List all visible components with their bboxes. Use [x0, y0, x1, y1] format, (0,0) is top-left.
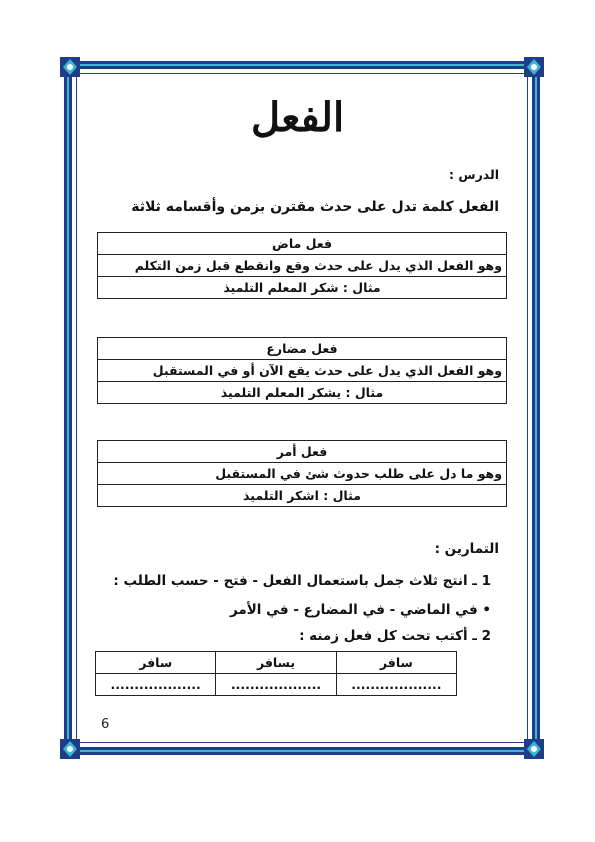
- section-heading: فعل ماض: [98, 233, 506, 255]
- page-title: الفعل: [250, 94, 345, 141]
- section-heading: فعل أمر: [98, 441, 506, 463]
- frame-top-border: [72, 61, 532, 69]
- exercise-question-2: 2 ـ أكتب تحت كل فعل زمنه :: [299, 628, 491, 644]
- table-header-cell: يسافر: [216, 652, 336, 674]
- section-imperative: [97, 440, 507, 507]
- corner-ornament-icon: [60, 739, 80, 759]
- lesson-label: الدرس :: [449, 167, 499, 182]
- exercise-question-1: 1 ـ انتج ثلاث جمل باستعمال الفعل - فتح - حسب الطلب :: [113, 573, 491, 589]
- table-row: [96, 674, 457, 696]
- section-example: مثال : شكر المعلم التلميذ: [223, 280, 381, 295]
- frame-right-border: [532, 69, 540, 747]
- page-number: 6: [101, 717, 110, 732]
- exercises-label: التمارين :: [434, 541, 499, 557]
- verb-definition: الفعل كلمة تدل على حدث مقترن بزمن وأقسامه ثلاثة: [131, 199, 499, 215]
- section-example: مثال : اشكر التلميذ: [243, 488, 361, 503]
- table-row: [96, 652, 457, 674]
- section-heading: فعل مضارع: [98, 338, 506, 360]
- table-header-cell: سافر: [96, 652, 216, 674]
- corner-ornament-icon: [524, 57, 544, 77]
- section-definition: وهو الفعل الذي يدل على حدث يقع الآن أو في المستقبل: [98, 360, 506, 382]
- frame-left-border: [64, 69, 72, 747]
- corner-ornament-icon: [60, 57, 80, 77]
- section-definition: وهو الفعل الذي يدل على حدث وقع وانقطع قبل زمن التكلم: [98, 255, 506, 277]
- section-past-tense: [97, 232, 507, 299]
- exercise-table: [95, 651, 457, 696]
- section-present-tense: [97, 337, 507, 404]
- exercise-question-1-bullet: • في الماضي - في المضارع - في الأمر: [230, 602, 491, 618]
- table-blank-cell: ...................: [96, 674, 216, 696]
- table-header-cell: سافر: [336, 652, 456, 674]
- table-blank-cell: ...................: [216, 674, 336, 696]
- table-blank-cell: ...................: [336, 674, 456, 696]
- corner-ornament-icon: [524, 739, 544, 759]
- section-definition: وهو ما دل على طلب حدوث شئ في المستقبل: [98, 463, 506, 485]
- section-example: مثال : يشكر المعلم التلميذ: [220, 385, 384, 400]
- frame-bottom-border: [72, 747, 532, 755]
